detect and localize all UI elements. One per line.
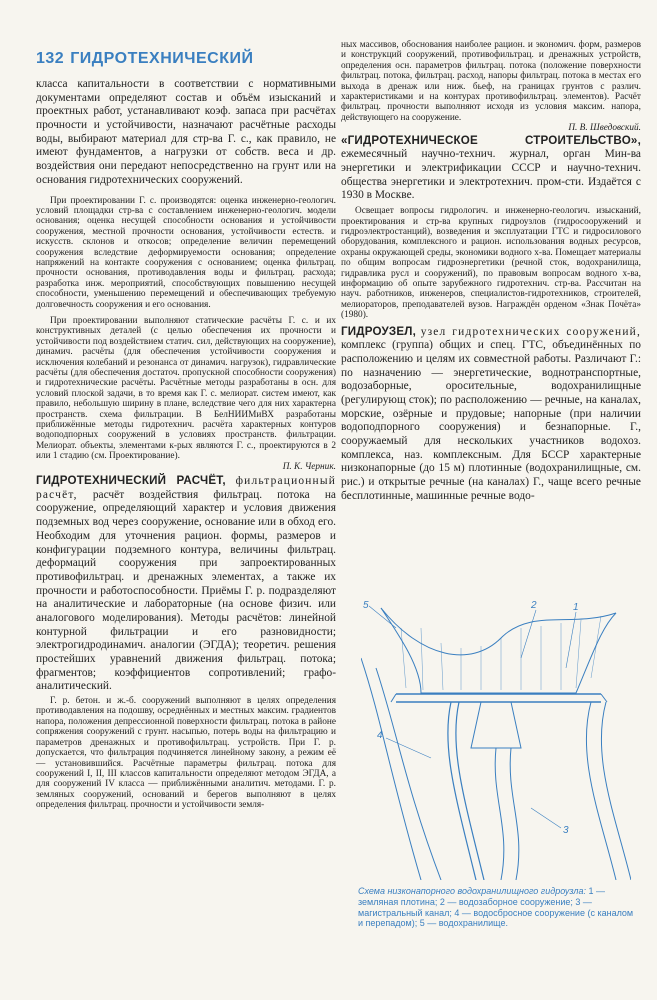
dam-ends	[391, 694, 607, 702]
river-right-bank-2	[601, 702, 631, 880]
spillway-channel	[495, 748, 504, 880]
river-right-bank	[586, 702, 616, 880]
spillway-outline	[471, 702, 521, 748]
entry-term: «ГИДРОТЕХНИЧЕСКОЕ СТРОИТЕЛЬСТВО»,	[341, 133, 641, 147]
paragraph: ежемесячный научно-технич. журнал, орган Мин-ва энергетики и электрификации СССР и научно-технич. общества энергетики и электротехнич. пром-сти. Издаётся с 1930 в Москве.	[341, 148, 641, 202]
paragraph: Г. р. бетон. и ж.-б. сооружений выполняют в целях определения противодавления на подошву, осреднённых и местных максим. градиентов напора, положения депрессионной поверхности фильтрац. потока в районе сопряжения сооружений с грунт. насыпью, потерь воды на фильтрацию и параметров дренажных и противофильтрац. устройств. При Г. р. допускается, что фильтрация подчиняется линейному закону, а режим её — установившийся. Расчётные параметры фильтрац. потока для сооружений I, II, III классов капитальности определяют методом ЭГДА, а для сооружений IV класса — приближёнными аналитич. методами. Г. р. земляных сооружений, оснований и берегов выполняют в целях определения фильтрац. прочности и устойчивости земля-	[36, 696, 336, 811]
main-canal	[448, 702, 476, 880]
caption-title: Схема низконапорного водохранилищного гидроузла:	[358, 886, 586, 896]
paragraph: Освещает вопросы гидрологич. и инженерно-геологич. изысканий, проектирования и стр-ва крупных гидроузлов (гидросооружений и гидроэлектростанций), возведения и эксплуатации ГТС и гидросилового оборудования, комплексного и рацион. использования водных ресурсов, охраны окружающей среды, экономики водного х-ва. Помещает материалы по общим вопросам гидроэнергетики (речной сток, водохранилища, гидравлика русл и сооружений), по правовым вопросам водного х-ва, информацию об опыте зарубежного гидротехнич. стр-ва. Рассчитан на науч. работников, инженеров, специалистов-гидротехников, строителей, мелиораторов, преподавателей вузов. Награждён орденом «Знак Почёта» (1980).	[341, 206, 641, 321]
river-left-bank-2	[376, 668, 441, 880]
dam-line	[396, 694, 601, 702]
article-gidrotekhnicheskiy-raschet	[36, 474, 336, 694]
reservoir-hatching	[401, 616, 601, 690]
spillway-channel-bank	[510, 748, 519, 880]
leader-line-4	[386, 738, 431, 758]
article-gidrouzel	[341, 325, 641, 504]
entry-term-alt: фильтрационный расчёт,	[36, 475, 336, 501]
running-head: ГИДРОТЕХНИЧЕСКИЙ	[70, 50, 254, 67]
figure-label-2: 2	[531, 600, 537, 611]
page-number: 132	[36, 50, 65, 67]
leader-line-1	[566, 612, 576, 668]
river-left-bank	[361, 658, 421, 880]
caption-items: 1 — земляная плотина; 2 — водозаборное сооружение; 3 — магистральный канал; 4 — водосбросное сооружение (с каналом и перепадом); 5 — водохранилище.	[358, 886, 634, 929]
paragraph: комплекс (группа) общих и спец. ГТС, объединённых по расположению и целям их совместной работы. Различают Г.: по назначению — энергетические, воднотранспортные, водозаборные, оросительные, водохранилищные (регулирующ сток); по расположению — речные, на каналах, морские, озёрные и прудовые; напорные (при наличии водоподпорного сооружения) и безнапорные. Г., сооружаемый для нескольких участников водохоз. комплекса, наз. комплексным. Для БССР характерные низконапорные (до 15 м) плотинные (водохранилищные, см. рис.) и открытые речные (на каналах) Г., чаще всего речные бесплотинные, машинные речные водо-	[341, 339, 641, 502]
article-gidrotekhnicheskoe-stroitelstvo	[341, 134, 641, 203]
paragraph: ных массивов, обоснования наиболее рацион. и экономич. форм, размеров и конструкций сооружений, противофильтрац. и дренажных устройств, определения осн. параметров фильтрац. потока (положение поверхности фильтрац. потока, фильтрац. расход, напоры фильтрац. потока в местах его выхода в дренаж или ниж. бьеф, на границах грунтов с различ. характеристиками и на контурах противофильтрац. элементов). Расчёт фильтрац. прочности выполняют исходя из условия максим. напора, действующего на сооружение.	[341, 40, 641, 123]
page-header	[36, 50, 336, 70]
paragraph: При проектировании выполняют статические расчёты Г. с. и их конструктивных деталей (с целью обеспечения их прочности и устойчивости под воздействием статич. сил, действующих на сооружение), динамич. расчёты (для обеспечения устойчивости сооружения и исключения колебаний и резонанса от динамич. нагрузок), гидравлические расчёты (для обеспечения достаточ. пропускной способности сооружения) и гидротехнические расчёты. Расчётные методы разработаны в осн. для условий плоской задачи, в то время как Г. с. мелиорат. систем имеют, как правило, небольшую ширину в плане, вследствие чего для них характерна пространств. схема фильтрации. В БелНИИМиВХ разработаны приближённые методы гидротехнич. расчёта характерных контуров водоподпорных сооружений в условиях пространств. фильтрации. Мелиорат. объекты, элементами к-рых являются Г. с., проектируются в 2 или 1 стадию (см. Проектирование).	[36, 315, 336, 462]
leader-line-3	[531, 808, 561, 828]
figure-label-3: 3	[563, 825, 569, 836]
entry-term: ГИДРОУЗЕЛ,	[341, 324, 417, 338]
paragraph: класса капитальности в соответствии с нормативными документами определяют состав и объём изысканий и проектных работ, устанавливают коэф. запаса при расчётах прочности и устойчивости, назначают расчётные расходы воды, выбирают материал для стр-ва Г. с., как правило, не имеют фундаментов, а нагрузки от собств. веса и др. воздействия они передают непосредственно на грунт или на основания гидротехнических сооружений.	[36, 78, 336, 186]
hydro-scheme-drawing	[361, 598, 631, 880]
figure-label-1: 1	[573, 602, 579, 613]
reservoir-shore-line	[381, 608, 616, 655]
left-column	[36, 78, 336, 811]
figure-caption	[358, 886, 638, 929]
entry-term: ГИДРОТЕХНИЧЕСКИЙ РАСЧЁТ,	[36, 474, 226, 488]
author-signature: П. К. Черник.	[282, 461, 336, 472]
author-signature: П. В. Шведовский.	[568, 123, 641, 134]
figure-label-5: 5	[363, 600, 369, 611]
paragraph: При проектировании Г. с. производятся: оценка инженерно-геологич. условий площадки стр-ва с составлением инженерно-геологич. модели основания; оценка несущей способности основания и устойчивости сооружения, местной прочности основания, устойчивости естеств. и искусств. склонов и откосов; определение величин перемещений сооружения вследствие деформируемости основания; определение напряжений на контакте сооружения с основанием; оценка фильтрац. прочности основания, противодавления воды и фильтрац. расхода; разработка инж. мероприятий, способствующих повышению несущей способности, уменьшению перемещений и обеспечивающих требуемую долговечность сооружения и его основания.	[36, 195, 336, 310]
hydro-scheme-figure	[361, 598, 631, 880]
entry-term-alt: узел гидротехнических сооружений,	[420, 325, 641, 338]
figure-label-4: 4	[377, 730, 383, 741]
paragraph: расчёт воздействия фильтрац. потока на сооружение, определяющий характер и условия движения подземных вод через сооружение, основание или в обход его. Необходим для уточнения рацион. формы, размеров и конфигурации подземного контура, величины фильтрац. деформаций сооружения при запроектированных противофильтрац. и дренажных элементах, а также их прочности и работоспособности. Приёмы Г. р. подразделяют на аналитические и лабораторные (на основе физич. или аналогового моделирования). Методы расчётов: линейной контурной фильтрации и его разновидности; электрогидродинамич. аналогии (ЭГДА); теоретич. решения простейших уравнений движения фильтрац. потока; фрагментов; коэффициентов сопротивлений; графо-аналитический.	[36, 488, 336, 693]
right-column	[341, 40, 641, 504]
leader-line-2	[521, 610, 536, 658]
